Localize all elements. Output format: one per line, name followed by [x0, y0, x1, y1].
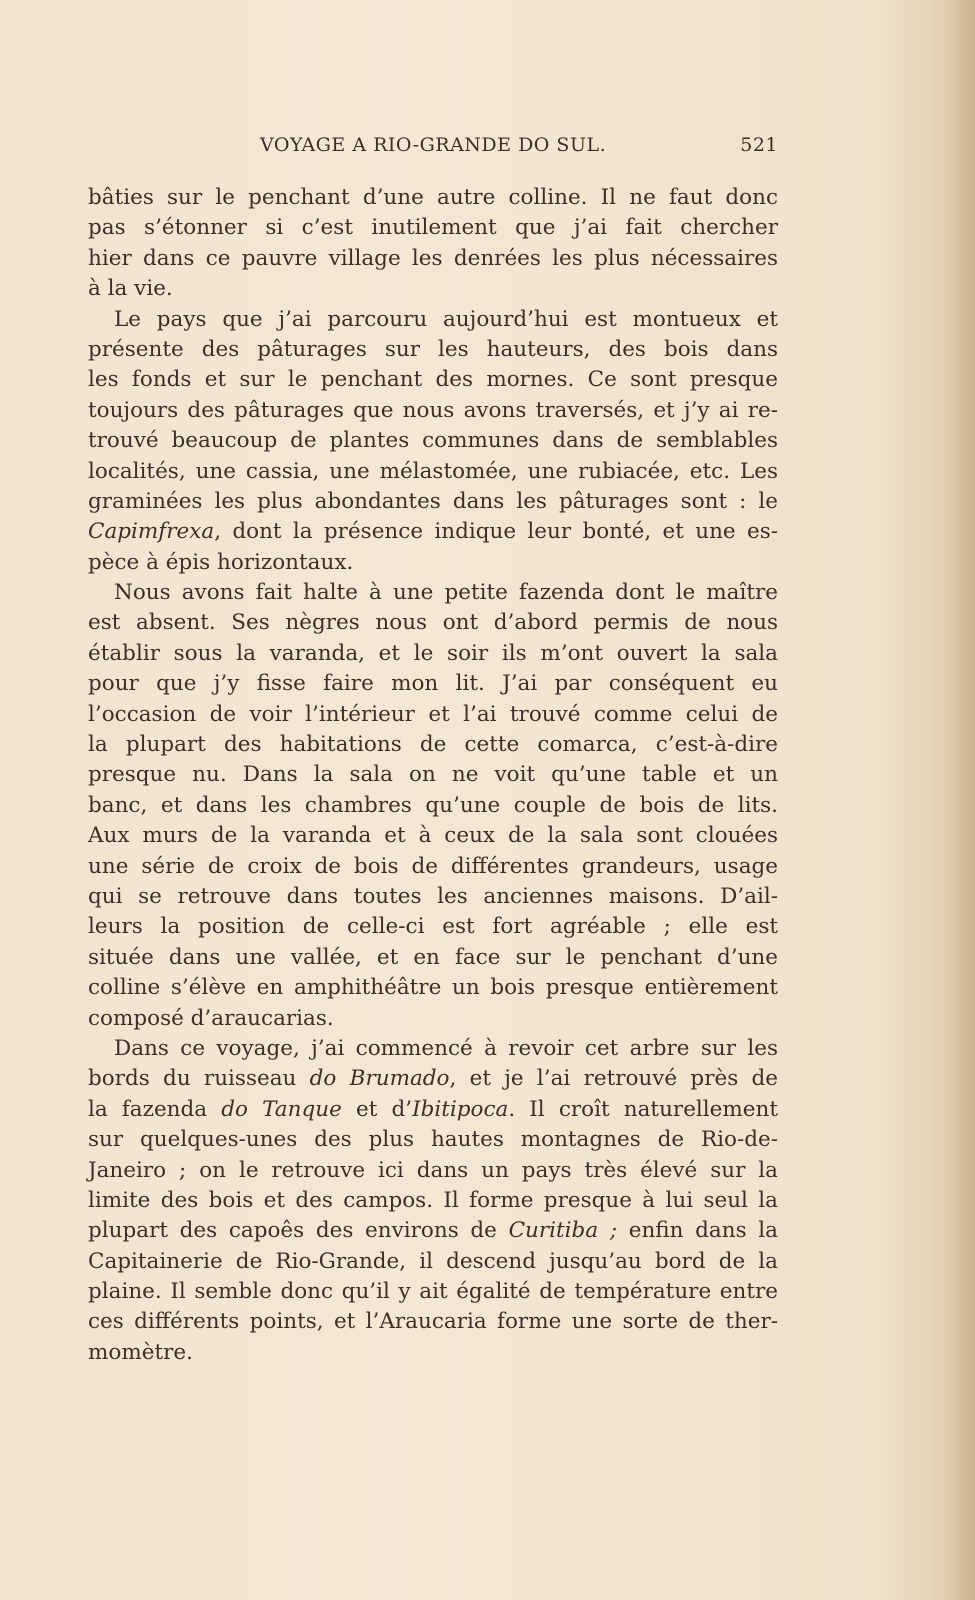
- page-header: [88, 134, 778, 164]
- text-segment: bords du ruisseau: [88, 1066, 310, 1092]
- text-line: [88, 457, 778, 487]
- text-segment: banc, et dans les chambres qu’une couple de bois de lits.: [88, 792, 778, 818]
- text-segment: pèce à épis horizontaux.: [88, 549, 354, 575]
- text-segment: plupart des capoês des environs de: [88, 1218, 509, 1244]
- text-segment: , dont la présence indique leur bonté, et une es-: [214, 519, 778, 545]
- text-line: [88, 1095, 778, 1125]
- italic-text: Curitiba ;: [508, 1218, 618, 1244]
- text-segment: colline s’élève en amphithéâtre un bois presque entièrement: [88, 975, 778, 1001]
- text-segment: . Il croît naturellement: [508, 1096, 778, 1122]
- text-line: [88, 1307, 778, 1337]
- text-line: [88, 912, 778, 942]
- text-line: [88, 1156, 778, 1186]
- text-segment: la plupart des habitations de cette comarca, c’est-à-dire: [88, 732, 778, 758]
- page-number: 521: [740, 134, 778, 156]
- text-segment: qui se retrouve dans toutes les anciennes maisons. D’ail-: [88, 883, 778, 909]
- text-line: [88, 1125, 778, 1155]
- text-segment: bâties sur le penchant d’une autre colline. Il ne faut donc: [88, 185, 778, 210]
- text-line: [88, 608, 778, 638]
- italic-text: Ibitipoca: [412, 1096, 509, 1122]
- text-line: [88, 700, 778, 730]
- text-segment: Capitainerie de Rio-Grande, il descend jusqu’au bord de la: [88, 1248, 778, 1274]
- text-line: [88, 426, 778, 456]
- text-line: [88, 1064, 778, 1094]
- text-line: [88, 517, 778, 547]
- text-segment: Nous avons fait halte à une petite fazenda dont le maître: [114, 580, 778, 606]
- text-line: [88, 973, 778, 1003]
- text-line: [88, 1277, 778, 1307]
- text-line: [88, 548, 778, 578]
- text-line: [88, 1338, 778, 1368]
- text-segment: composé d’araucarias.: [88, 1005, 334, 1031]
- text-segment: l’occasion de voir l’intérieur et l’ai trouvé comme celui de: [88, 701, 778, 727]
- text-line: [88, 1247, 778, 1277]
- text-segment: trouvé beaucoup de plantes communes dans de semblables: [88, 428, 778, 454]
- text-line: [88, 335, 778, 365]
- text-line: [88, 305, 778, 335]
- text-line: [88, 1186, 778, 1216]
- text-line: [88, 1034, 778, 1064]
- text-line: [88, 578, 778, 608]
- text-line: [88, 852, 778, 882]
- text-segment: presque nu. Dans la sala on ne voit qu’une table et un: [88, 762, 778, 788]
- italic-text: do Brumado: [309, 1066, 450, 1092]
- text-segment: les fonds et sur le penchant des mornes. Ce sont presque: [88, 367, 778, 393]
- text-line: [88, 821, 778, 851]
- text-line: [88, 183, 778, 213]
- text-segment: Dans ce voyage, j’ai commencé à revoir cet arbre sur les: [114, 1035, 778, 1061]
- text-segment: sur quelques-unes des plus hautes montagnes de Rio-de-: [88, 1127, 778, 1153]
- text-segment: toujours des pâturages que nous avons traversés, et j’y ai re-: [88, 397, 778, 423]
- text-segment: pas s’étonner si c’est inutilement que j’ai fait chercher: [88, 215, 778, 241]
- text-segment: pour que j’y fisse faire mon lit. J’ai par conséquent eu: [88, 671, 778, 697]
- text-segment: Janeiro ; on le retrouve ici dans un pays très élevé sur la: [88, 1157, 778, 1183]
- text-segment: à la vie.: [88, 276, 173, 302]
- text-line: [88, 760, 778, 790]
- text-line: [88, 213, 778, 243]
- text-segment: une série de croix de bois de différentes grandeurs, usage: [88, 853, 778, 879]
- text-segment: Le pays que j’ai parcouru aujourd’hui est montueux et: [114, 306, 778, 332]
- text-line: [88, 791, 778, 821]
- text-segment: présente des pâturages sur les hauteurs, des bois dans: [88, 336, 778, 362]
- text-line: [88, 943, 778, 973]
- text-segment: est absent. Ses nègres nous ont d’abord permis de nous: [88, 610, 778, 636]
- text-segment: enfin dans la: [617, 1218, 779, 1244]
- text-line: [88, 1004, 778, 1034]
- text-segment: momètre.: [88, 1339, 193, 1365]
- text-segment: limite des bois et des campos. Il forme presque à lui seul la: [88, 1187, 778, 1213]
- text-line: [88, 882, 778, 912]
- text-line: [88, 487, 778, 517]
- text-segment: localités, une cassia, une mélastomée, une rubiacée, etc. Les: [88, 458, 778, 484]
- italic-text: do Tanque: [221, 1096, 342, 1122]
- text-segment: située dans une vallée, et en face sur le penchant d’une: [88, 944, 778, 970]
- text-segment: la fazenda: [88, 1096, 222, 1122]
- text-segment: établir sous la varanda, et le soir ils m’ont ouvert la sala: [88, 640, 778, 666]
- text-line: [88, 396, 778, 426]
- text-segment: plaine. Il semble donc qu’il y ait égalité de température entre: [88, 1279, 778, 1305]
- text-segment: hier dans ce pauvre village les denrées les plus nécessaires: [88, 245, 778, 271]
- text-segment: ces différents points, et l’Araucaria forme une sorte de ther-: [88, 1309, 778, 1335]
- italic-text: Capimfrexa: [88, 519, 215, 545]
- text-segment: graminées les plus abondantes dans les pâturages sont : le: [88, 488, 778, 514]
- text-line: [88, 244, 778, 274]
- text-line: [88, 669, 778, 699]
- text-segment: et d’: [341, 1096, 413, 1122]
- text-line: [88, 274, 778, 304]
- text-segment: Aux murs de la varanda et à ceux de la sala sont clouées: [88, 823, 778, 849]
- text-segment: , et je l’ai retrouvé près de: [449, 1066, 778, 1092]
- text-segment: leurs la position de celle-ci est fort agréable ; elle est: [88, 914, 778, 940]
- text-line: [88, 730, 778, 760]
- text-line: [88, 1216, 778, 1246]
- running-title: VOYAGE A RIO-GRANDE DO SUL.: [260, 134, 607, 156]
- body-text: [88, 183, 778, 1368]
- text-line: [88, 639, 778, 669]
- text-line: [88, 365, 778, 395]
